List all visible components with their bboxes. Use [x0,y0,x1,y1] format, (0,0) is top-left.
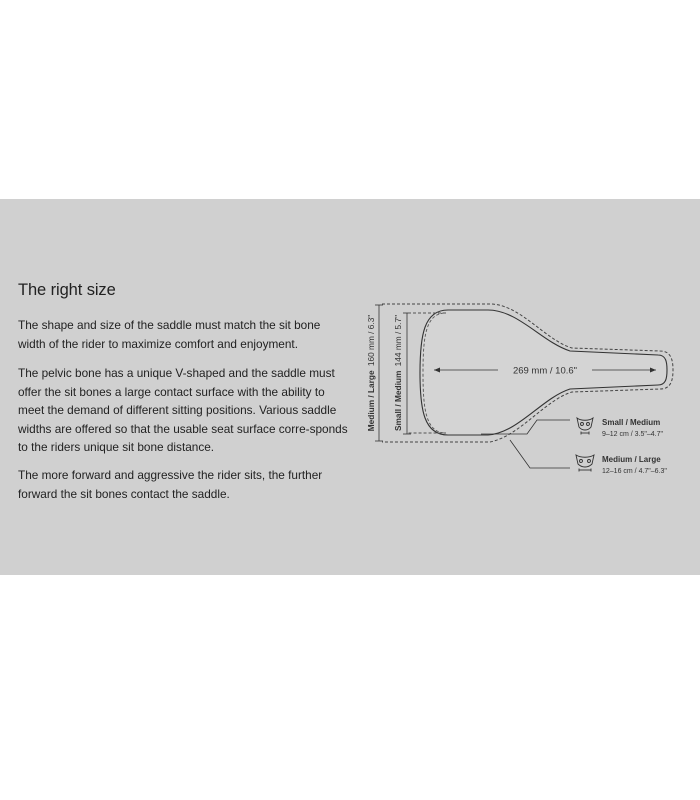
medium-large-width-label: Medium / Large 160 mm / 6.3" [366,314,376,432]
paragraph-pelvic-bone: The pelvic bone has a unique V-shaped and the saddle must offer the sit bones a large contact surface with the ability to meet the demand of different sitting positions. Various saddle widths are offered so that the usable seat surface corre-sponds to the riders unique sit bone distance. [18,366,348,455]
small-medium-dimension-line [403,313,411,434]
section-title: The right size [18,281,116,299]
medium-large-leader-line [510,440,570,468]
saddle-size-diagram [360,290,680,490]
legend-medium-large-range: 12–16 cm / 4.7"–6.3" [602,468,667,475]
sit-bone-large-icon [576,455,594,472]
paragraph-sitting-position: The more forward and aggressive the rider sits, the further forward the sit bones contact the saddle. [18,468,323,501]
medium-large-dimension-line [375,305,383,441]
legend-medium-large-name: Medium / Large [602,455,661,464]
length-label: 269 mm / 10.6" [512,365,578,377]
legend-small-medium-range: 9–12 cm / 3.5"–4.7" [602,431,664,438]
small-medium-width-label: Small / Medium 144 mm / 5.7" [393,314,403,432]
paragraph-intro: The shape and size of the saddle must match the sit bone width of the rider to maximize comfort and enjoyment. [18,318,321,351]
legend-small-medium-name: Small / Medium [602,418,661,427]
sit-bone-small-icon [577,418,593,435]
